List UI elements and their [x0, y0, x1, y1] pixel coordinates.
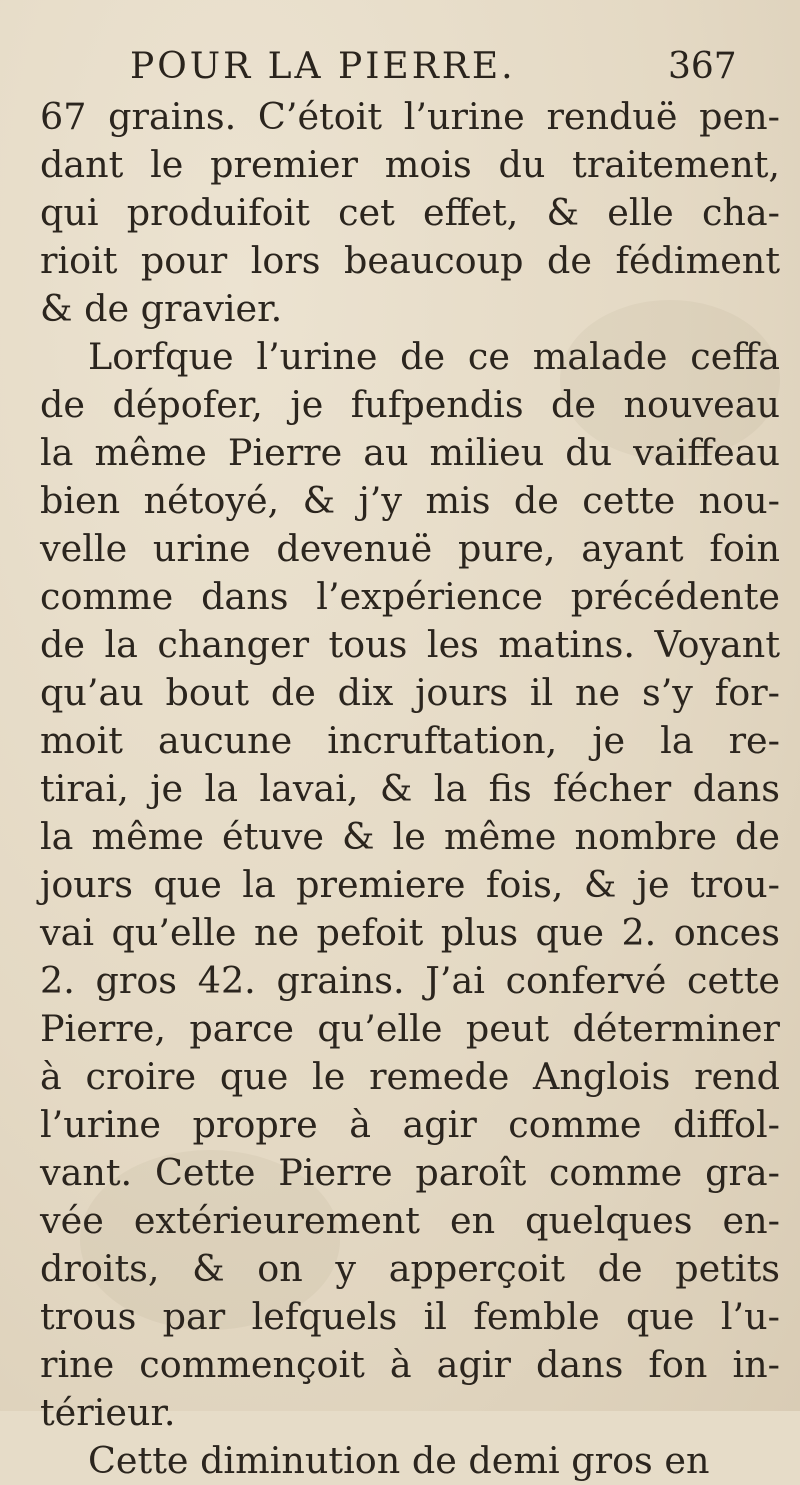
text-line: de dépofer, je fufpendis de nouveau [40, 383, 780, 426]
text-line: vai qu’elle ne pefoit plus que 2. onces [40, 911, 780, 954]
text-line: moit aucune incruftation, je la re- [40, 719, 780, 762]
text-line: rioit pour lors beaucoup de fédiment [40, 239, 780, 282]
body-text [40, 93, 780, 1485]
text-line: térieur. [40, 1391, 176, 1434]
text-line: trous par lefquels il femble que l’u- [40, 1295, 780, 1338]
text-line: comme dans l’expérience précédente [40, 575, 780, 618]
text-line: qu’au bout de dix jours il ne s’y for- [40, 671, 780, 714]
text-line: tirai, je la lavai, & la fis fécher dans [40, 767, 780, 810]
paragraph-start-line: Cette diminution de demi gros en [88, 1439, 710, 1482]
text-line: & de gravier. [40, 287, 283, 330]
text-line: vant. Cette Pierre paroît comme gra- [40, 1151, 780, 1194]
text-line: droits, & on y apperçoit de petits [40, 1247, 780, 1290]
text-line: bien nétoyé, & j’y mis de cette nou- [40, 479, 780, 522]
running-title: POUR LA PIERRE. [130, 46, 516, 87]
page-number: 367 [668, 46, 737, 87]
text-line: à croire que le remede Anglois rend [40, 1055, 780, 1098]
text-line: dant le premier mois du traitement, [40, 143, 780, 186]
text-line: rine commençoit à agir dans fon in- [40, 1343, 780, 1386]
text-line: velle urine devenuë pure, ayant foin [40, 527, 780, 570]
text-line: qui produifoit cet effet, & elle cha- [40, 191, 780, 234]
text-line: la même étuve & le même nombre de [40, 815, 780, 858]
paragraph-start-line: Lorfque l’urine de ce malade ceffa [88, 335, 780, 378]
text-line: Pierre, parce qu’elle peut déterminer [40, 1007, 780, 1050]
running-head [0, 40, 800, 96]
text-line: jours que la premiere fois, & je trou- [40, 863, 780, 906]
text-line: 2. gros 42. grains. J’ai confervé cette [40, 959, 780, 1002]
text-line: 67 grains. C’étoit l’urine renduë pen- [40, 95, 780, 138]
text-line: l’urine propre à agir comme diffol- [40, 1103, 780, 1146]
text-line: de la changer tous les matins. Voyant [40, 623, 780, 666]
text-line: vée extérieurement en quelques en- [40, 1199, 780, 1242]
text-line: la même Pierre au milieu du vaiffeau [40, 431, 780, 474]
